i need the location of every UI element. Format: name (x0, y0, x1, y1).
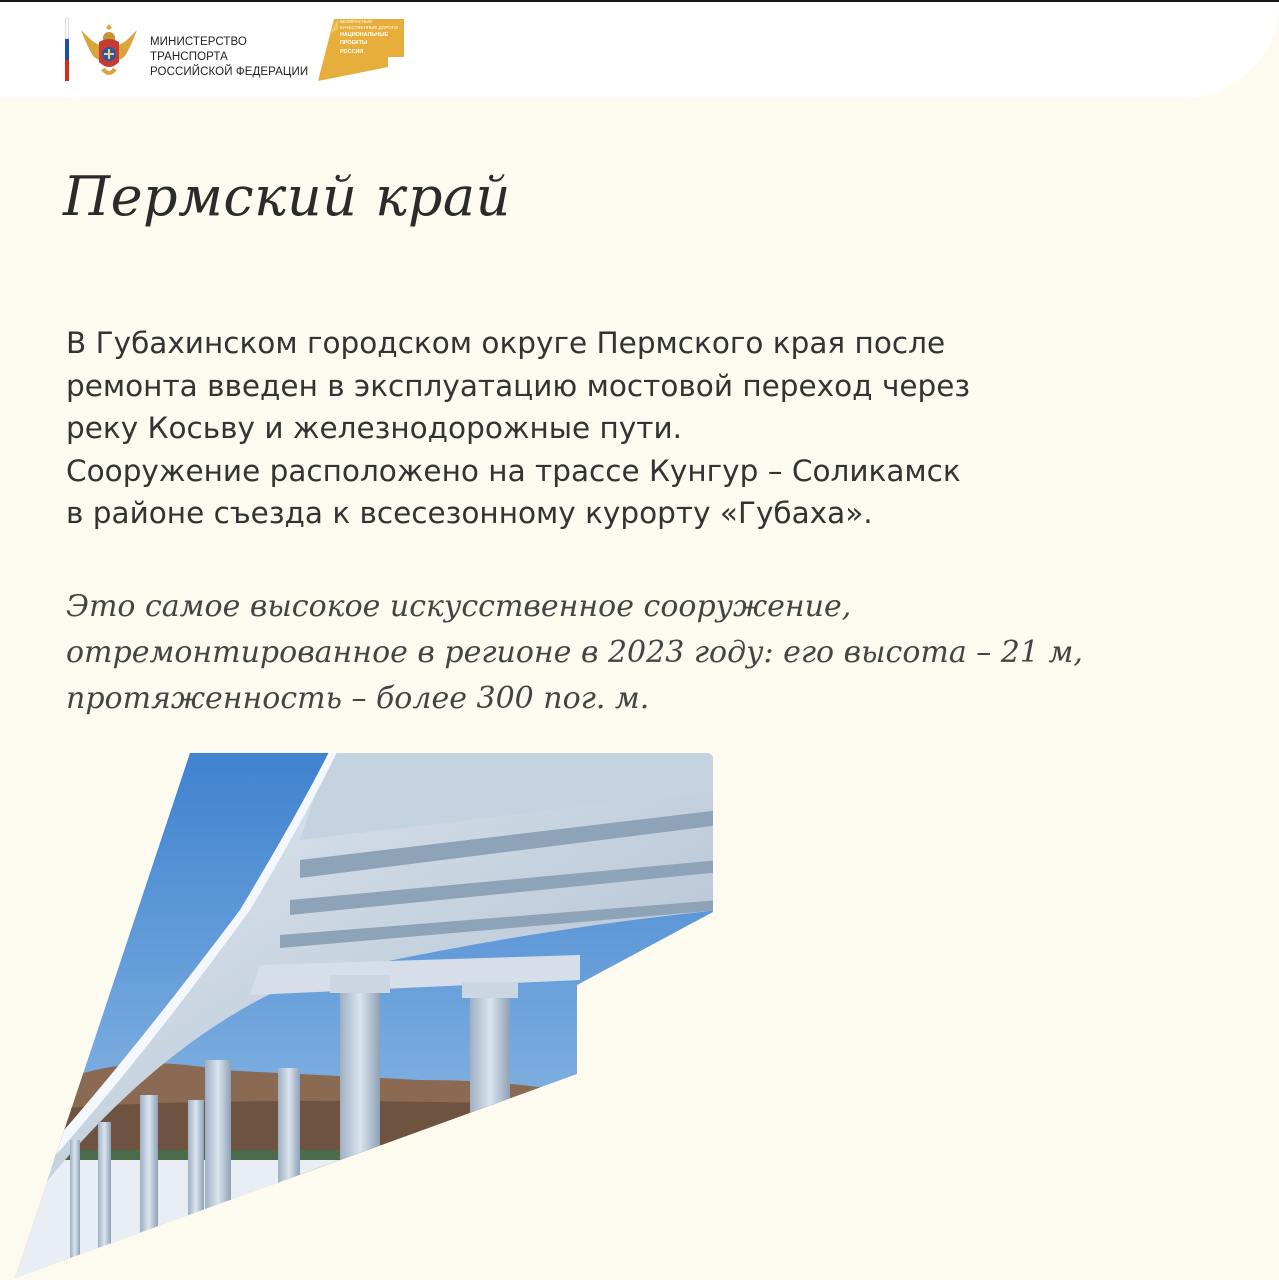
np-line-1: БЕЗОПАСНЫЕ (340, 19, 373, 24)
description-line-2: ремонта введен в эксплуатацию мостовой переход через (66, 368, 971, 403)
np-line-2: КАЧЕСТВЕННЫЕ ДОРОГИ (340, 24, 398, 30)
flag-blue (65, 39, 69, 60)
description-line-4: Сооружение расположено на трассе Кунгур – Соликамск (66, 453, 961, 488)
bridge-photo (0, 750, 720, 1280)
note-line-1: Это самое высокое искусственное сооружение, (66, 589, 852, 624)
description-line-5: в районе съезда к всесезонному курорту «Губаха». (66, 496, 873, 530)
np-line-3: НАЦИОНАЛЬНЫЕ (340, 32, 389, 38)
photo-content (0, 750, 720, 1280)
national-projects-text (340, 19, 406, 55)
flag-white (65, 18, 69, 39)
note-line-2: отремонтированное в регионе в 2023 году: его высота – 21 м, (66, 635, 1083, 670)
page-title: Пермский край (63, 165, 511, 228)
note-line-3: протяженность – более 300 пог. м. (66, 681, 650, 716)
header-bar (0, 0, 1279, 98)
description-line-1: В Губахинском городском округе Пермского края после (66, 326, 946, 360)
np-line-5: РОССИИ (340, 48, 364, 55)
description-line-3: реку Косьву и железнодорожные пути. (66, 411, 683, 445)
ministry-line-2: РОССИЙСКОЙ ФЕДЕРАЦИИ (150, 66, 309, 78)
ministry-line-1: МИНИСТЕРСТВО ТРАНСПОРТА (150, 36, 247, 63)
description (66, 322, 1126, 535)
np-line-4: ПРОЕКТЫ (340, 40, 368, 47)
russian-flag-stripe (65, 18, 69, 81)
ministry-name (150, 35, 320, 80)
highlight-note (66, 584, 1126, 722)
flag-red (65, 60, 69, 81)
coat-of-arms-icon (77, 16, 141, 84)
